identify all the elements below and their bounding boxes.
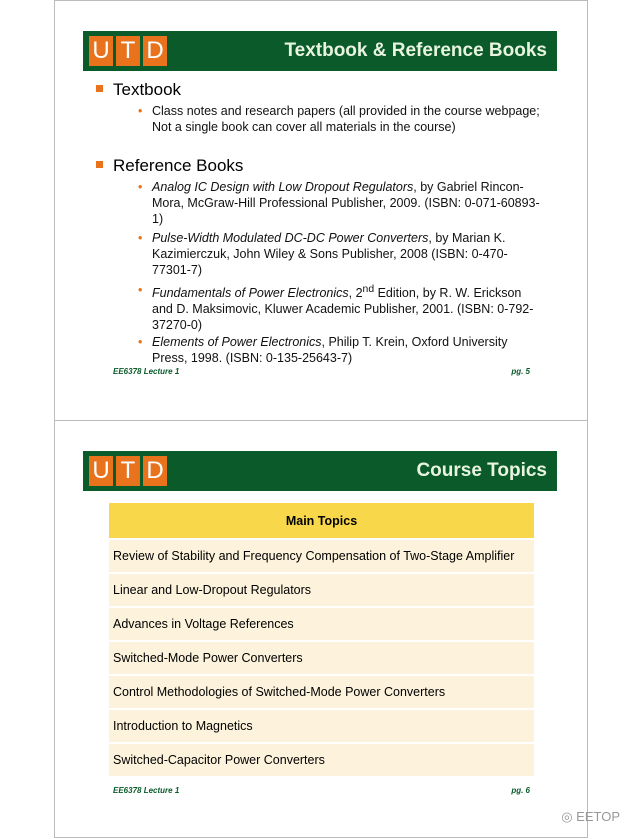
table-row: Control Methodologies of Switched-Mode Power Converters — [109, 676, 534, 708]
logo-letter: U — [89, 456, 113, 486]
footer-lecture: EE6378 Lecture 1 — [113, 367, 180, 376]
book-title: Fundamentals of Power Electronics — [152, 286, 349, 301]
list-item — [152, 334, 542, 366]
watermark-text: EETOP — [576, 809, 620, 824]
list-item — [152, 179, 542, 227]
table-row: Switched-Capacitor Power Converters — [109, 744, 534, 776]
table-row: Review of Stability and Frequency Compensation of Two-Stage Amplifier — [109, 540, 534, 572]
logo-letter: T — [116, 36, 140, 66]
slide-5 — [54, 0, 588, 421]
book-details: , by Marian K. Kazimierczuk, John Wiley & Sons Publisher, 2008 (ISBN: 0-470-77301-7) — [152, 231, 508, 277]
topics-table — [109, 501, 534, 778]
slide-title: Course Topics — [416, 460, 547, 481]
edition: , 2 — [348, 286, 363, 301]
book-details: Edition, by R. W. Erickson and D. Maksimovic, Kluwer Academic Publisher, 2001. (ISBN: 0-792-37270-0) — [152, 286, 534, 333]
utd-logo — [89, 36, 167, 66]
section-heading: Reference Books — [113, 156, 244, 175]
book-title: Analog IC Design with Low Dropout Regulators — [152, 180, 414, 194]
list-item: • Class notes and research papers (all provided in the course webpage; Not a single book can cover all materials in the course) — [152, 103, 542, 135]
footer-page: pg. 5 — [511, 367, 530, 376]
table-row: Advances in Voltage References — [109, 608, 534, 640]
footer-lecture: EE6378 Lecture 1 — [113, 786, 180, 795]
list-item — [152, 282, 542, 333]
utd-logo — [89, 456, 167, 486]
list-item — [152, 230, 542, 278]
slide-header — [83, 451, 557, 491]
book-details: , by Gabriel Rincon-Mora, McGraw-Hill Professional Publisher, 2009. (ISBN: 0-071-60893-1) — [152, 180, 540, 226]
logo-letter: U — [89, 36, 113, 66]
logo-letter: D — [143, 36, 167, 66]
watermark — [561, 809, 620, 825]
book-title: Pulse-Width Modulated DC-DC Power Converters — [152, 231, 429, 245]
table-row: Introduction to Magnetics — [109, 710, 534, 742]
book-details: , Philip T. Krein, Oxford University Press, 1998. (ISBN: 0-135-25643-7) — [152, 335, 508, 365]
slide-header — [83, 31, 557, 71]
logo-letter: D — [143, 456, 167, 486]
section-heading: Textbook — [113, 80, 182, 99]
slide-title: Textbook & Reference Books — [284, 40, 547, 61]
table-row: Linear and Low-Dropout Regulators — [109, 574, 534, 606]
footer-page: pg. 6 — [511, 786, 530, 795]
table-header: Main Topics — [109, 503, 534, 538]
edition-suffix: nd — [362, 284, 375, 295]
slide-6 — [54, 420, 588, 838]
wechat-icon: ◎ — [561, 809, 577, 824]
book-title: Elements of Power Electronics — [152, 335, 322, 349]
logo-letter: T — [116, 456, 140, 486]
table-row: Switched-Mode Power Converters — [109, 642, 534, 674]
